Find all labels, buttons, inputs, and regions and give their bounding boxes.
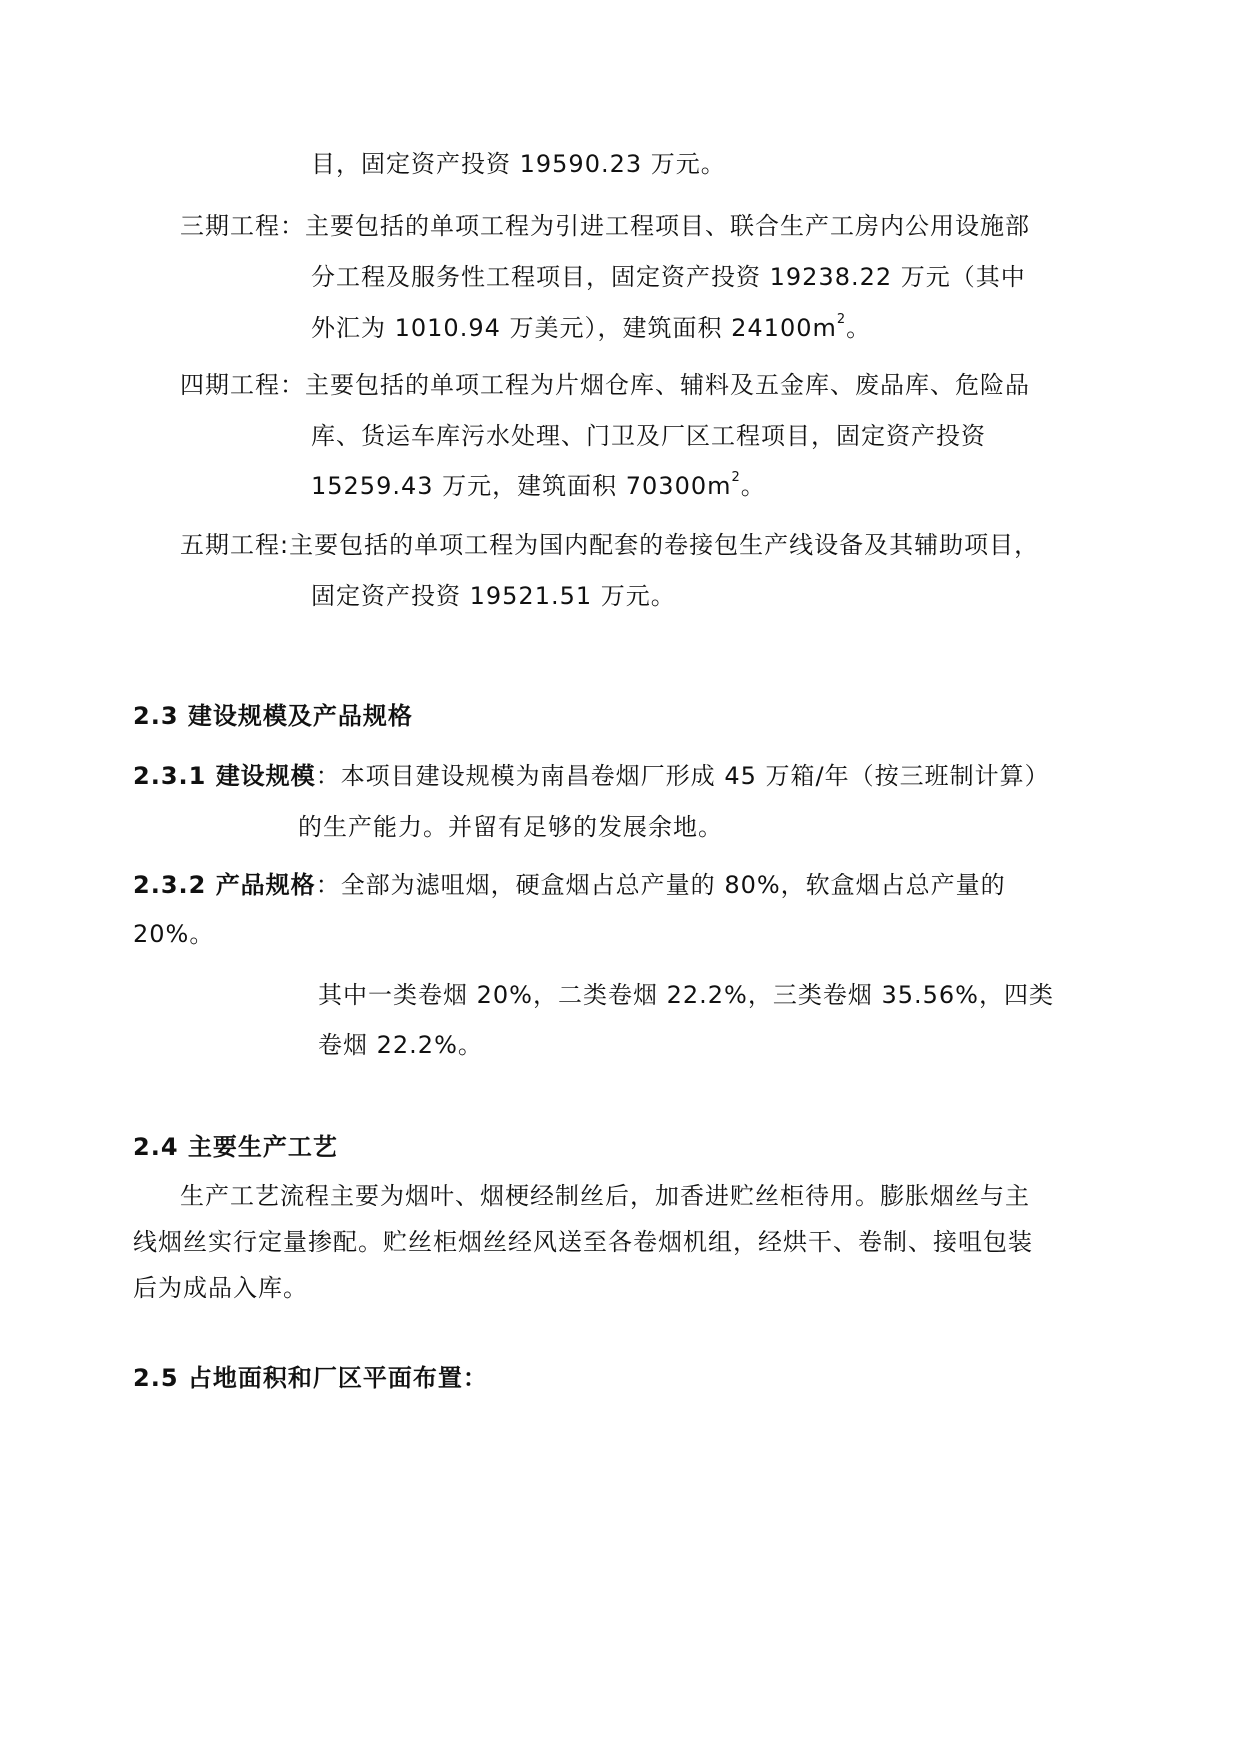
phase3-text-1: 主要包括的单项工程为引进工程项目、联合生产工房内公用设施部 xyxy=(305,212,1030,240)
section-2-3-2-label: 2.3.2 产品规格 xyxy=(133,871,316,899)
phase4-label: 四期工程： xyxy=(180,371,305,399)
phase3-line-1 xyxy=(180,214,1030,238)
section-2-3-1-colon: ： xyxy=(315,762,341,790)
phase5-text-1: 主要包括的单项工程为国内配套的卷接包生产线设备及其辅助项目， xyxy=(289,531,1040,559)
phase3-line-2: 分工程及服务性工程项目，固定资产投资 19238.22 万元（其中 xyxy=(311,263,1026,291)
section-2-3-2-text-1: 全部为滤咀烟，硬盒烟占总产量的 80%，软盒烟占总产量的 xyxy=(340,871,1006,899)
section-2-3-1-label: 2.3.1 建设规模 xyxy=(133,762,316,790)
section-2-3-2-line-4: 卷烟 22.2%。 xyxy=(318,1031,483,1059)
phase4-line-3 xyxy=(311,470,766,500)
phase4-line-2: 库、货运车库污水处理、门卫及厂区工程项目，固定资产投资 xyxy=(311,422,986,450)
section-2-4-para-line-2: 线烟丝实行定量掺配。贮丝柜烟丝经风送至各卷烟机组，经烘干、卷制、接咀包装 xyxy=(133,1228,1033,1256)
phase3-label: 三期工程： xyxy=(180,212,305,240)
section-2-3-1-line-1 xyxy=(133,764,1050,788)
phase4-unit-superscript: 2 xyxy=(731,470,741,485)
phase3-line-3 xyxy=(311,312,872,342)
phase4-text-3-end: 。 xyxy=(740,472,766,500)
phase4-text-1: 主要包括的单项工程为片烟仓库、辅料及五金库、废品库、危险品 xyxy=(305,371,1030,399)
section-2-5-heading: 2.5 占地面积和厂区平面布置： xyxy=(133,1364,488,1392)
phase3-unit-superscript: 2 xyxy=(836,312,847,327)
section-2-3-1-line-2: 的生产能力。并留有足够的发展余地。 xyxy=(298,813,723,841)
section-2-3-heading: 2.3 建设规模及产品规格 xyxy=(133,702,413,730)
section-2-3-2-colon: ： xyxy=(315,871,341,899)
phase5-line-2: 固定资产投资 19521.51 万元。 xyxy=(311,582,676,610)
phase2-investment-line: 目，固定资产投资 19590.23 万元。 xyxy=(311,150,726,178)
section-2-4-para-line-3: 后为成品入库。 xyxy=(133,1274,308,1302)
section-2-3-2-line-2: 20%。 xyxy=(133,920,215,948)
phase5-label: 五期工程: xyxy=(180,531,290,559)
section-2-4-heading: 2.4 主要生产工艺 xyxy=(133,1133,338,1161)
section-2-4-para-line-1: 生产工艺流程主要为烟叶、烟梗经制丝后，加香进贮丝柜待用。膨胀烟丝与主 xyxy=(180,1182,1030,1210)
phase3-text-3: 外汇为 1010.94 万美元），建筑面积 24100m xyxy=(311,314,837,342)
phase3-text-3-end: 。 xyxy=(846,314,872,342)
section-2-3-2-line-1 xyxy=(133,873,1006,897)
phase4-text-3: 15259.43 万元，建筑面积 70300m xyxy=(311,472,732,500)
section-2-3-2-line-3: 其中一类卷烟 20%，二类卷烟 22.2%，三类卷烟 35.56%，四类 xyxy=(318,981,1054,1009)
phase5-line-1 xyxy=(180,533,1039,557)
phase4-line-1 xyxy=(180,373,1030,397)
section-2-3-1-text-1: 本项目建设规模为南昌卷烟厂形成 45 万箱/年（按三班制计算） xyxy=(340,762,1050,790)
